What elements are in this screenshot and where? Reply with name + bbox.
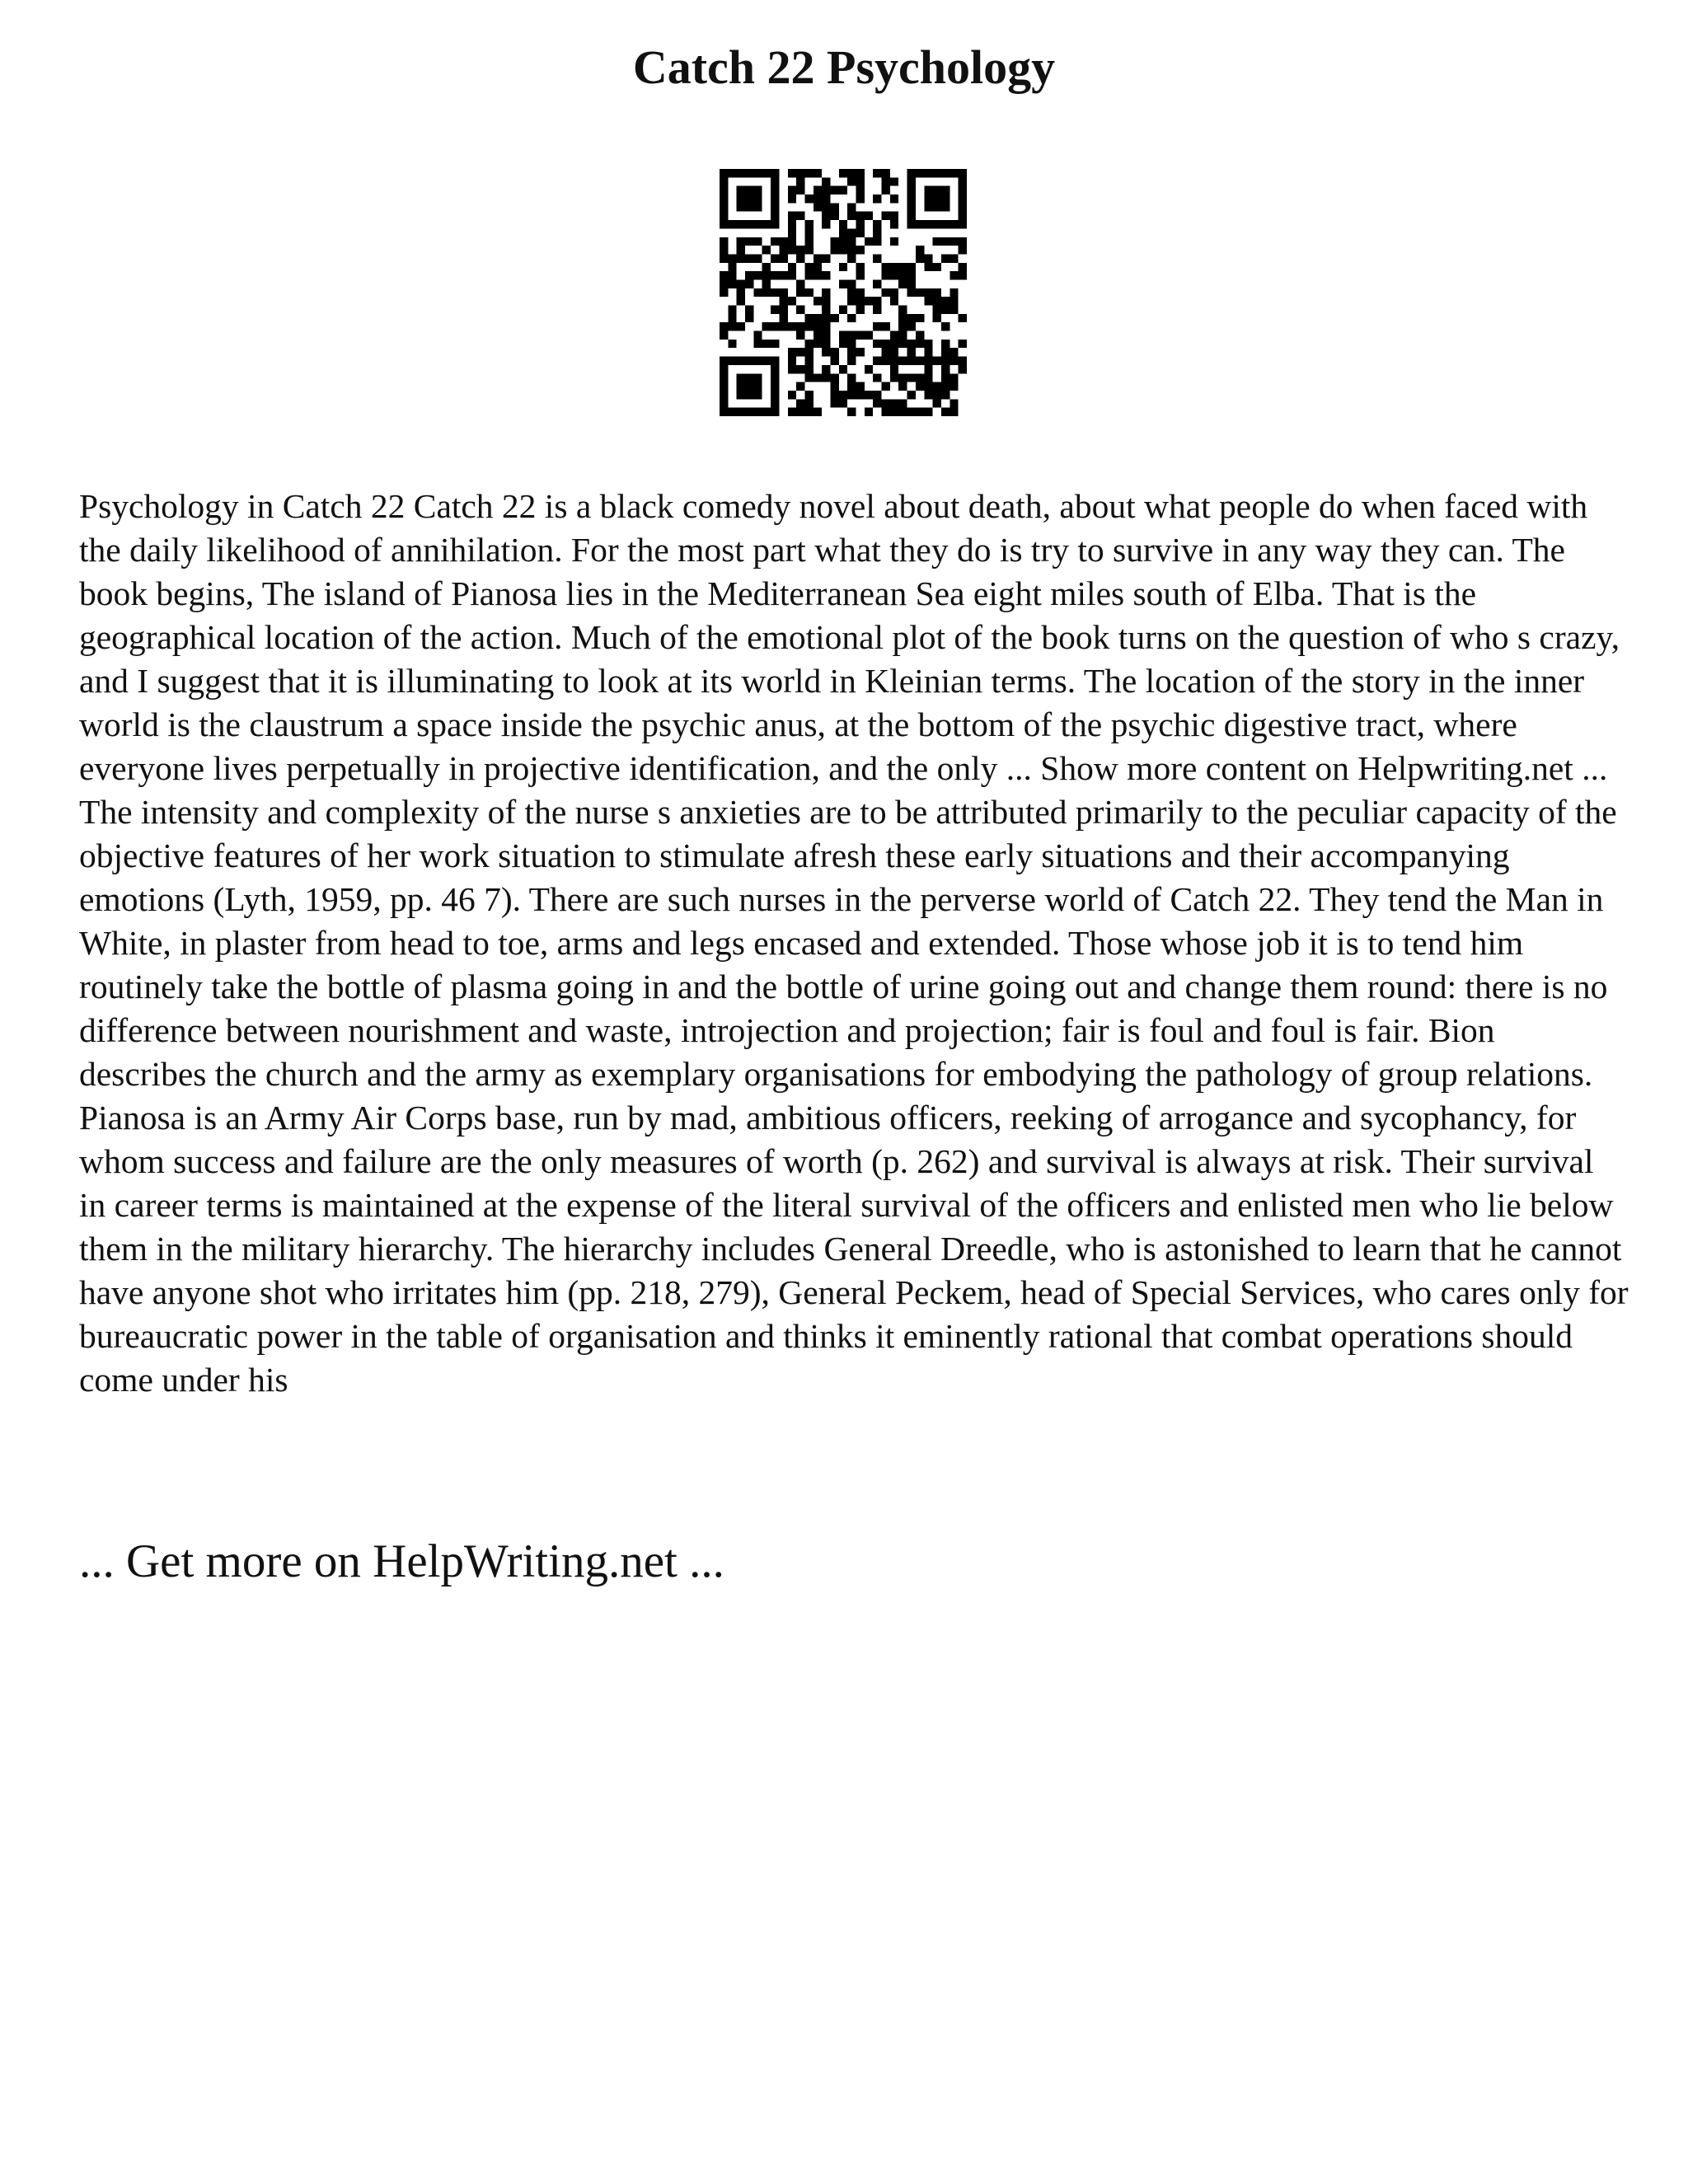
article-body <box>79 485 1629 1402</box>
page-title: Catch 22 Psychology <box>632 40 1056 94</box>
paragraph-intro: Psychology in Catch 22 Catch 22 is a black comedy novel about death, about what people do when faced with the daily likelihood of annihilation. For the most part what they do is try to survive in any way they can. The book begins, The island of Pianosa lies in the Mediterranean Sea eight miles south of Elba. That is the geographical location of the action. Much of the emotional plot of the book turns on the question of who s crazy, and I suggest that it is illuminating to look at its world in Kleinian terms. The location of the story in the inner world is the claustrum a space inside the psychic anus, at the bottom of the psychic digestive tract, where everyone lives perpetually in projective identification, and the only ... Show more content on Helpwriting.net ... <box>79 487 1620 787</box>
paragraph-main: The intensity and complexity of the nurse s anxieties are to be attributed primarily to the peculiar capacity of the objective features of her work situation to stimulate afresh these early situations and their accompanying emotions (Lyth, 1959, pp. 46 7). There are such nurses in the perverse world of Catch 22. They tend the Man in White, in plaster from head to toe, arms and legs encased and extended. Those whose job it is to tend him routinely take the bottle of plasma going in and the bottle of urine going out and change them round: there is no difference between nourishment and waste, introjection and projection; fair is foul and foul is fair. Bion describes the church and the army as exemplary organisations for embodying the pathology of group relations. Pianosa is an Army Air Corps base, run by mad, ambitious officers, reeking of arrogance and sycophancy, for whom success and failure are the only measures of worth (p. 262) and survival is always at risk. Their survival in career terms is maintained at the expense of the literal survival of the officers and enlisted men who lie below them in the military hierarchy. The hierarchy includes General Dreedle, who is astonished to learn that he cannot have anyone shot who irritates him (pp. 218, 279), General Peckem, head of Special Services, who cares only for bureaucratic power in the table of organisation and thinks it eminently rational that combat operations should come under his <box>79 793 1629 1399</box>
qr-code-icon <box>720 169 967 416</box>
get-more-link[interactable]: ... Get more on HelpWriting.net ... <box>79 1535 724 1587</box>
